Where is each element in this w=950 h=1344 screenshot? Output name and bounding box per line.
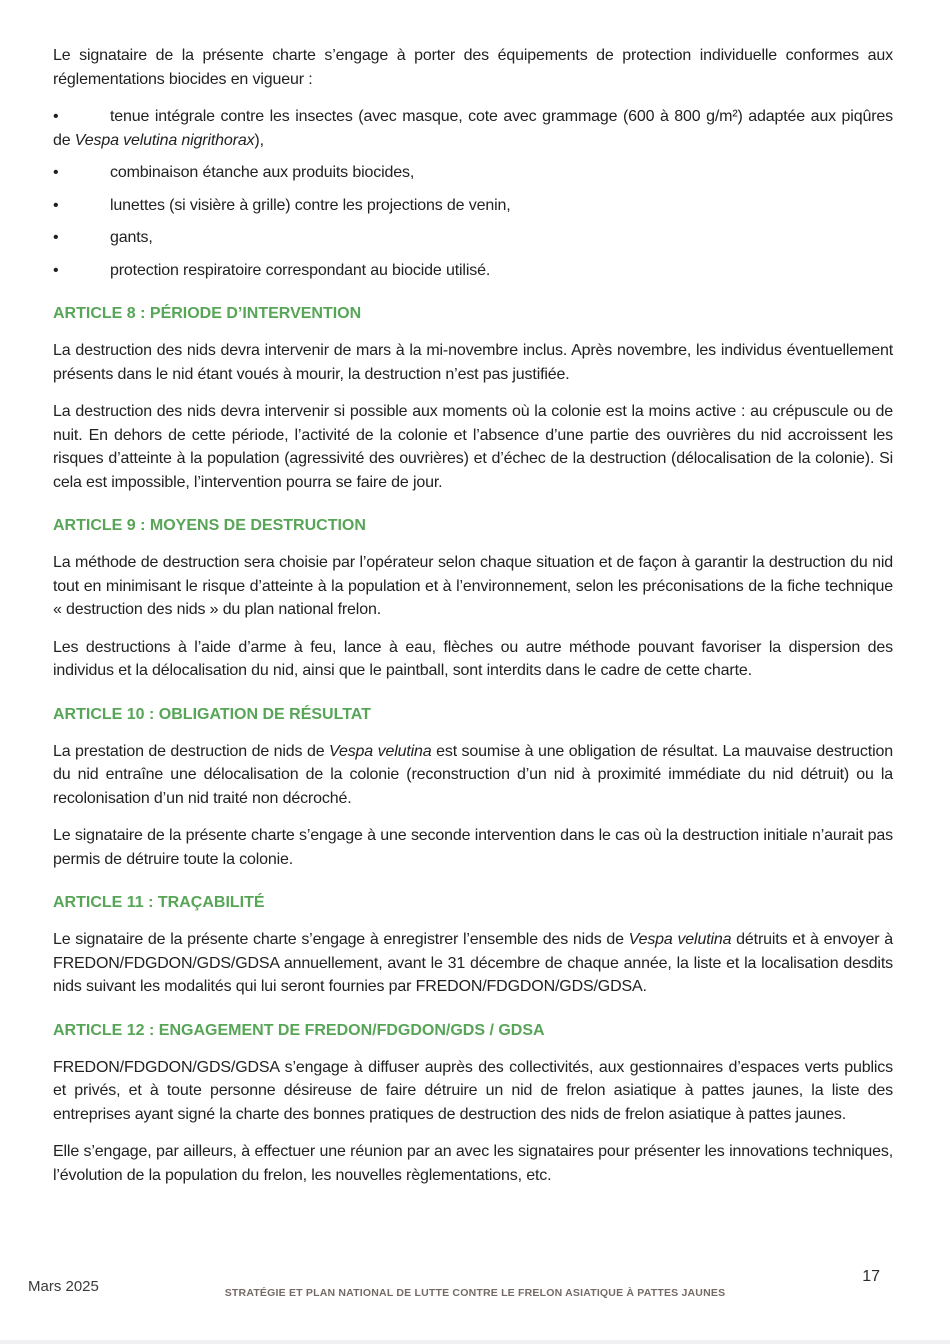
bullet-icon: • xyxy=(53,108,59,125)
text-segment: La prestation de destruction de nids de xyxy=(53,742,330,760)
paragraph xyxy=(53,551,893,622)
bullet-item xyxy=(53,259,893,283)
paragraph xyxy=(53,1140,893,1187)
text-segment: La méthode de destruction sera choisie par l’opérateur selon chaque situation et de façon à garantir la destruction du nid tout en minimisant le risque d’atteinte à la population et à l’environnement, selon les préconisations de la fiche technique « destruction des nids » du plan national frelon. xyxy=(53,554,893,618)
paragraph xyxy=(53,740,893,811)
article-heading: ARTICLE 12 : ENGAGEMENT DE FREDON/FDGDON/GDS / GDSA xyxy=(53,1021,545,1039)
latin-species-name: Vespa velutina xyxy=(628,931,732,948)
bullet-icon: • xyxy=(53,196,59,214)
text-segment: lunettes (si visière à grille) contre les projections de venin, xyxy=(110,196,511,214)
latin-species-name: Vespa velutina xyxy=(329,742,432,760)
page-number: 17 xyxy=(862,1268,880,1285)
text-segment: Les destructions à l’aide d’arme à feu, lance à eau, flèches ou autre méthode pouvant favoriser la dispersion des individus et la délocalisation du nid, ainsi que le paintball, sont interdits dans le cadre de cette charte. xyxy=(53,638,893,679)
text-segment: combinaison étanche aux produits biocides, xyxy=(110,164,415,181)
paragraph xyxy=(53,824,893,871)
bullet-item xyxy=(53,194,893,218)
article-heading: ARTICLE 8 : PÉRIODE D’INTERVENTION xyxy=(53,305,362,322)
paragraph xyxy=(53,400,893,494)
footer-title: STRATÉGIE ET PLAN NATIONAL DE LUTTE CONTRE LE FRELON ASIATIQUE À PATTES JAUNES xyxy=(224,1287,726,1299)
paragraph xyxy=(53,339,893,386)
text-segment: La destruction des nids devra intervenir si possible aux moments où la colonie est la moins active : au crépuscule ou de nuit. En dehors de cette période, l’activité de la colonie et l’absence d’une partie des ouvrières du nid accroissent les risques d’atteinte à la population (agressivité des ouvrières) et d’échec de la destruction (délocalisation de la colonie). Si cela est impossible, l’intervention pourra se faire de jour. xyxy=(53,403,893,491)
text-segment: protection respiratoire correspondant au biocide utilisé. xyxy=(110,261,491,279)
paragraph xyxy=(53,44,893,91)
paragraph xyxy=(53,1056,893,1127)
text-segment: Le signataire de la présente charte s’engage à enregistrer l’ensemble des nids de xyxy=(53,931,629,948)
text-segment: tenue intégrale contre les insectes (avec masque, cote avec grammage (600 à 800 g/m²) adaptée aux piqûres de xyxy=(53,108,893,149)
text-segment: Le signataire de la présente charte s’engage à porter des équipements de protection individuelle conformes aux réglementations biocides en vigueur : xyxy=(53,47,893,88)
bullet-icon: • xyxy=(53,261,59,279)
footer-date: Mars 2025 xyxy=(28,1278,99,1295)
latin-species-name: Vespa velutina nigrithorax xyxy=(74,131,255,149)
text-segment: est soumise à une obligation de résultat. La mauvaise destruction du nid entraîne une délocalisation de la colonie (reconstruction d’un nid à proximité immédiate du nid détruit) ou la recolonisation d’un nid traité non décroché. xyxy=(53,742,893,807)
bullet-item xyxy=(53,105,893,152)
text-segment: ), xyxy=(254,131,264,149)
text-segment: gants, xyxy=(110,229,153,246)
page-bottom-edge xyxy=(0,1340,950,1344)
bullet-icon: • xyxy=(53,164,59,181)
text-segment: FREDON/FDGDON/GDS/GDSA s’engage à diffuser auprès des collectivités, aux gestionnaires d’espaces verts publics et privés, et à toute personne désireuse de faire détruire un nid de frelon asiatique à pattes jaunes, la liste des entreprises ayant signé la charte des bonnes pratiques de destruction des nids de frelon asiatique à pattes jaunes. xyxy=(53,1058,893,1123)
text-segment: Le signataire de la présente charte s’engage à une seconde intervention dans le cas où la destruction initiale n’aurait pas permis de détruire toute la colonie. xyxy=(53,827,893,868)
bullet-icon: • xyxy=(53,229,59,246)
bullet-item xyxy=(53,161,893,185)
article-heading: ARTICLE 11 : TRAÇABILITÉ xyxy=(53,894,265,911)
article-heading: ARTICLE 9 : MOYENS DE DESTRUCTION xyxy=(53,517,366,534)
bullet-item xyxy=(53,226,893,250)
text-segment: Elle s’engage, par ailleurs, à effectuer une réunion par an avec les signataires pour présenter les innovations techniques, l’évolution de la population du frelon, les nouvelles règlementations, etc. xyxy=(53,1143,893,1184)
paragraph xyxy=(53,928,893,999)
text-segment: La destruction des nids devra intervenir de mars à la mi-novembre inclus. Après novembre, les individus éventuellement présents dans le nid étant voués à mourir, la destruction n’est pas justifiée. xyxy=(53,342,893,383)
article-heading: ARTICLE 10 : OBLIGATION DE RÉSULTAT xyxy=(53,705,371,723)
paragraph xyxy=(53,636,893,683)
text-segment: détruits et à envoyer à FREDON/FDGDON/GDS/GDSA annuellement, avant le 31 décembre de chaque année, la liste et la localisation desdits nids suivant les modalités qui lui seront fournies par FREDON/FDGDON/GDS/GDSA. xyxy=(53,931,893,995)
